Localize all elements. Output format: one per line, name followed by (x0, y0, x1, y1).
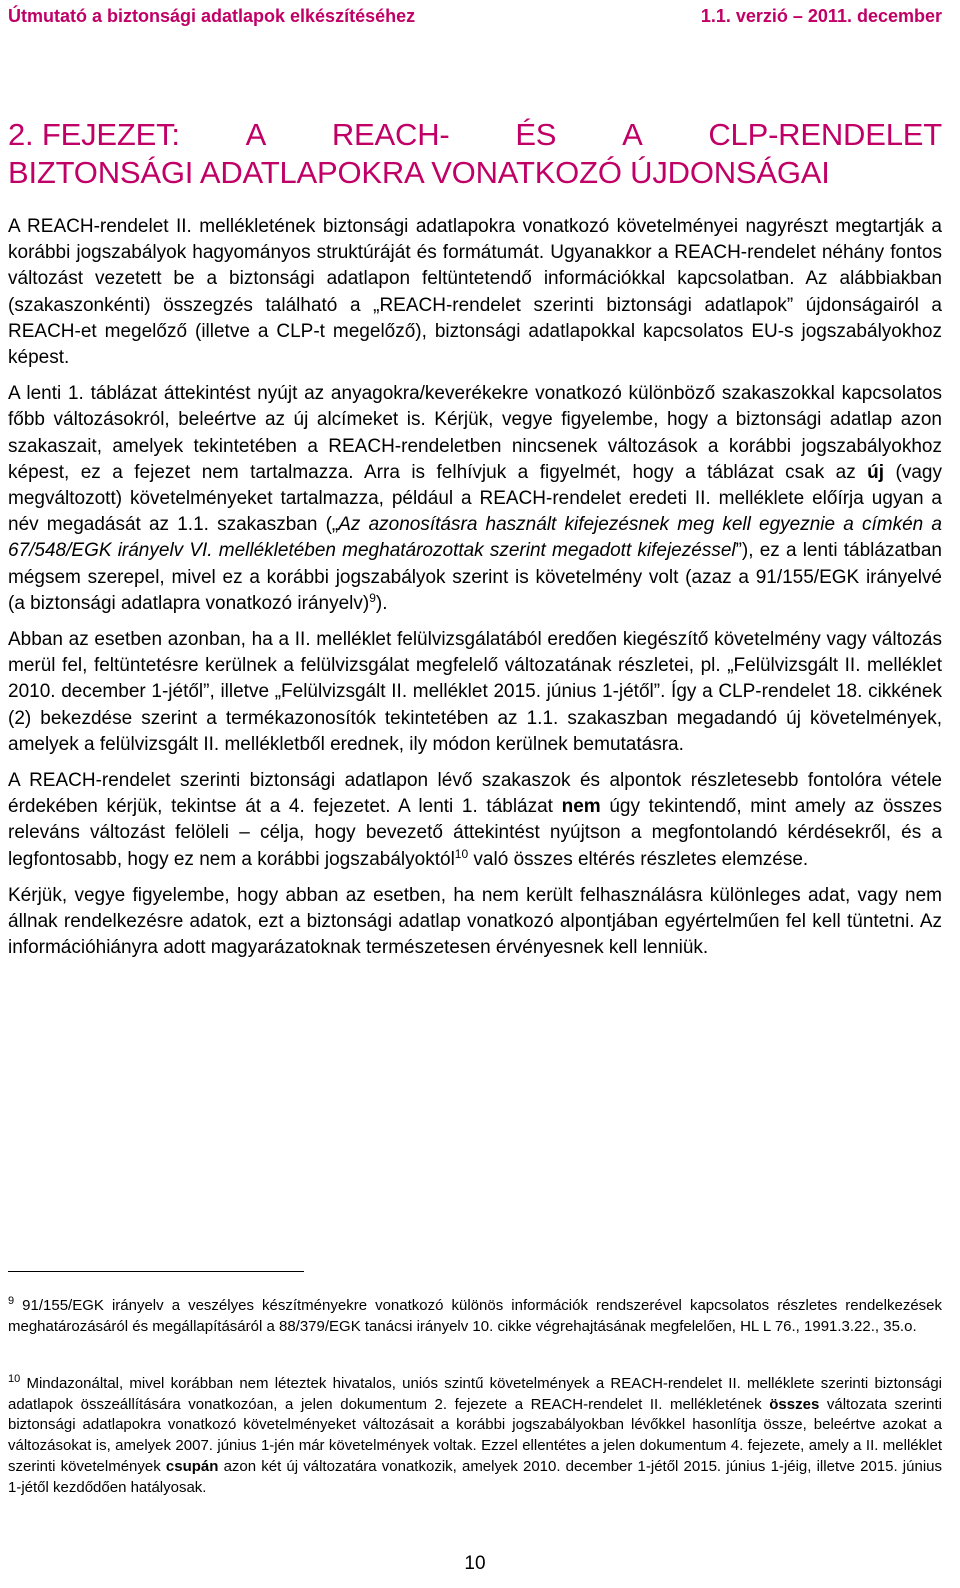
chapter-word: 2. FEJEZET: (8, 117, 180, 152)
footnote-separator (8, 1271, 304, 1272)
body-text (8, 214, 942, 971)
chapter-word: A (622, 117, 643, 152)
chapter-word: ÉS (515, 117, 557, 152)
paragraph-missing-data: Kérjük, vegye figyelembe, hogy abban az esetben, ha nem került felhasználásra különleges adat, vagy nem állnak rendelkezésre adatok, ezt a biztonsági adatlap vonatkozó alpontjában egyértelműen fel kell tüntetni. Az információhiányra adott magyarázatoknak természetesen érvényesnek kell lenniük. (8, 884, 942, 959)
footnote-9 (8, 1296, 942, 1337)
bold-text: csupán (165, 1457, 219, 1475)
header-title: Útmutató a biztonsági adatlapok elkészítéséhez (8, 6, 416, 26)
paragraph-revision: Abban az esetben azonban, ha a II. melléklet felülvizsgálatából eredően kiegészítő követelmény vagy változás merül fel, feltüntetésre kerülnek a felülvizsgálat megfelelő változatának részletei, pl. „Felülvizsgált II. melléklet 2010. december 1-jétől”, illetve „Felülvizsgált II. melléklet 2015. június 1-jétől”. Így a CLP-rendelet 18. cikkének (2) bekezdése szerint a termékazonosítók tekintetében az 1.1. szakaszban megadandó új követelmények, amelyek a felülvizsgált II. mellékletből erednek, ily módon kerülnek bemutatásra. (8, 629, 942, 755)
footnote-text: 91/155/EGK irányelv a veszélyes készítményekre vonatkozó különös információk rendszerével kapcsolatos részletes rendelkezések meghatározásáról és megállapításáról a 88/379/EGK tanácsi irányelv 10. cikke végrehajtásának megfelelően, HL L 76., 1991.3.22., 35.o. (8, 1297, 942, 1335)
footnote-number: 9 (8, 1295, 15, 1307)
footnote-number: 10 (8, 1373, 21, 1385)
text-run: ). (375, 592, 388, 614)
chapter-word: CLP-RENDELET (708, 117, 942, 152)
text-run: A lenti 1. táblázat áttekintést nyújt az anyagokra/keverékekre vonatkozó különböző szakaszokkal kapcsolatos főbb változásokról, beleértve az új alcímeket is. Kérjük, vegye figyelembe, hogy a biztonsági adatlap azon szakaszait, amelyek tekintetében a REACH-rendeletben nincsenek változások a korábbi jogszabályokhoz képest, ez a fejezet nem tartalmazza. Arra is felhívjuk a figyelmét, hogy a táblázat csak az (8, 383, 942, 483)
chapter-word: REACH- (331, 117, 450, 152)
paragraph-chapter4 (8, 768, 942, 873)
footnote-text: azon két új változatára vonatkozik, amelyek 2010. december 1-jétől 2015. június 1-jéig, illetve 2015. június 1-jétől kezdődően hatályosak. (8, 1457, 942, 1496)
text-run: A REACH-rendelet szerinti biztonsági adatlapon lévő szakaszok és alpontok részletesebb fontolóra vétele érdekében kérjük, tekintse át a 4. fejezetet. A lenti 1. táblázat (8, 770, 942, 818)
text-run: úgy tekintendő, mint amely az összes releváns változást felöleli – célja, hogy bevezető áttekintést nyújtson a megfontolandó kérdésekről, és a legfontosabb, hogy ez nem a korábbi jogszabályoktól (8, 796, 942, 870)
chapter-heading-line-1 (8, 116, 942, 154)
footnote-ref-10[interactable]: 10 (454, 846, 469, 861)
header-version: 1.1. verzió – 2011. december (700, 6, 942, 26)
chapter-word: A (245, 117, 267, 152)
footnote-text: Mindazonáltal, mivel korábban nem léteztek hivatalos, uniós szintű követelmények a REACH-rendelet II. melléklete szerinti biztonsági adatlapok összeállítására vonatkozóan, a jelen dokumentum 2. fejezete a REACH-rendelet II. mellékletének (8, 1375, 942, 1413)
document-page (8, 0, 942, 1588)
bold-text: új (867, 461, 885, 483)
italic-quote: Az azonosításra használt kifejezésnek meg kell egyeznie a címkén a 67/548/EGK irányelv VI. mellékletében meghatározottak szerint megadott kifejezéssel (8, 514, 942, 562)
page-number: 10 (464, 1553, 486, 1574)
chapter-heading (8, 116, 942, 192)
text-run: ”), ez a lenti táblázatban mégsem szerepel, mivel ez a korábbi jogszabályok szerint is követelmény volt (azaz a 91/155/EGK irányelvé (a biztonsági adatlapra vonatkozó irányelv) (8, 540, 942, 614)
paragraph-table-overview (8, 381, 942, 617)
chapter-heading-line-2: BIZTONSÁGI ADATLAPOKRA VONATKOZÓ ÚJDONSÁGAI (8, 155, 830, 190)
bold-text: összes (769, 1395, 820, 1413)
text-run: (vagy megváltozott) követelményeket tartalmazza, például a REACH-rendelet eredeti II. melléklete előírja ugyan a név megadását az 1.1. szakaszban („ (8, 461, 942, 536)
text-run: való összes eltérés részletes elemzése. (468, 848, 809, 870)
running-header (8, 6, 942, 28)
bold-text: nem (561, 796, 601, 818)
footnote-10 (8, 1374, 942, 1498)
footnote-text: változata szerinti biztonsági adatlapokra vonatkozó követelményeket változásait a korábbi jogszabályokban lévőkkel hasonlítja össze, beleértve azokat a változásokat is, amelyek 2007. június 1-jén már követelmények voltak. Ezzel ellentétes a jelen dokumentum 4. fejezete, amely a II. melléklet szerinti követelmények (8, 1395, 943, 1475)
footnote-ref-9[interactable]: 9 (369, 590, 376, 605)
paragraph-intro: A REACH-rendelet II. mellékletének biztonsági adatlapokra vonatkozó követelményei nagyrészt megtartják a korábbi jogszabályok hagyományos struktúráját és formátumát. Ugyanakkor a REACH-rendelet néhány fontos változást vezetett be a biztonsági adatlapon feltüntetendő információkkal kapcsolatban. Az alábbiakban (szakaszonkénti) összegzés található a „REACH-rendelet szerinti biztonsági adatlapok” újdonságairól a REACH-et megelőző (illetve a CLP-t megelőző), biztonsági adatlapokkal kapcsolatos EU-s jogszabályokhoz képest. (8, 216, 942, 369)
